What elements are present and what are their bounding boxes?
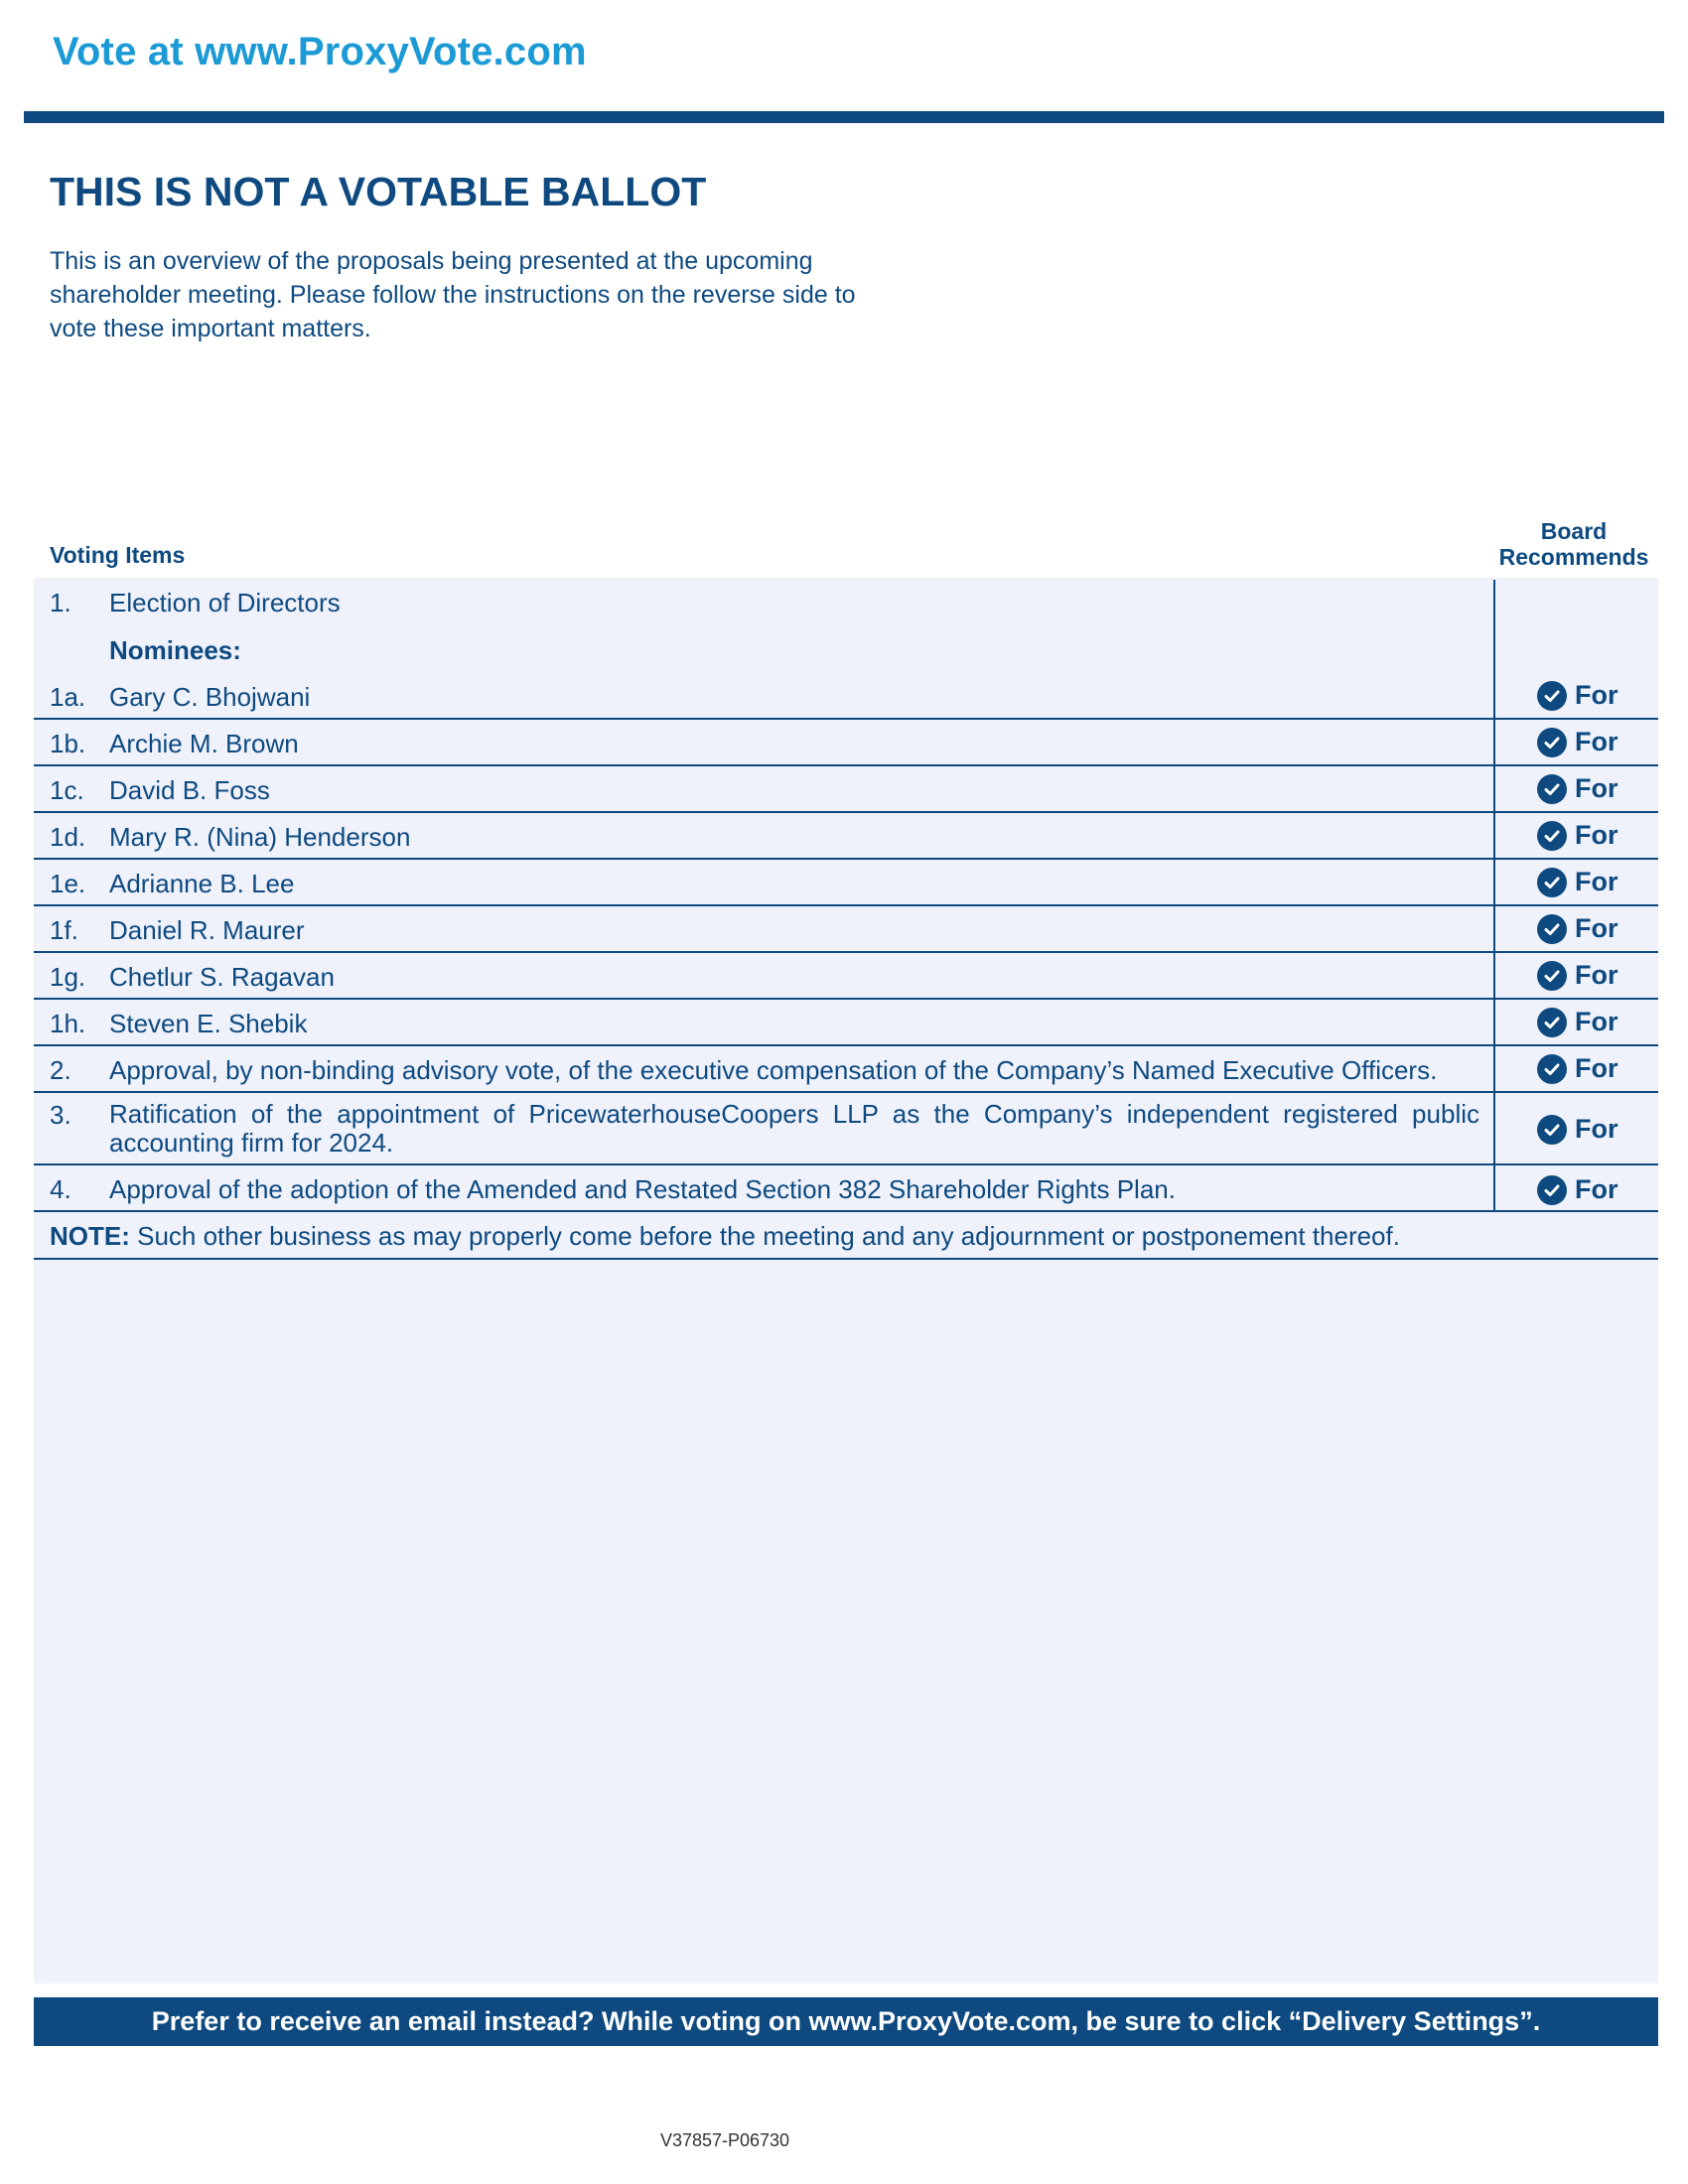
recommendation-label: For bbox=[1575, 727, 1618, 756]
nominee-row-1g bbox=[34, 960, 1658, 1000]
recommendation-label: For bbox=[1575, 1053, 1618, 1083]
item-number: 1a. bbox=[50, 682, 86, 712]
ballot-intro: This is an overview of the proposals being presented at the upcoming shareholder meeting. Please follow the instructions on the reverse side to vote these important matters. bbox=[50, 247, 856, 342]
recommendation-label: For bbox=[1575, 1174, 1618, 1204]
ballot-heading: THIS IS NOT A VOTABLE BALLOT bbox=[50, 169, 707, 214]
nominee-name: Gary C. Bhojwani bbox=[109, 682, 311, 712]
item-number: 1f. bbox=[50, 915, 78, 945]
item-number: 1e. bbox=[50, 869, 86, 898]
column-label-board-recommends bbox=[1489, 518, 1658, 570]
check-circle-icon bbox=[1537, 1008, 1567, 1037]
recommendation-label: For bbox=[1575, 960, 1618, 990]
document-code: V37857-P06730 bbox=[659, 2130, 790, 2150]
nominees-label-row bbox=[34, 635, 1658, 669]
item-text: Election of Directors bbox=[109, 588, 341, 617]
nominee-row-1c bbox=[34, 773, 1658, 813]
check-circle-icon bbox=[1537, 728, 1567, 757]
proxyvote-header-title: Vote at www.ProxyVote.com bbox=[53, 30, 587, 73]
recommendation-label: For bbox=[1575, 773, 1618, 803]
recommendation-label: For bbox=[1575, 913, 1618, 943]
nominee-name: Adrianne B. Lee bbox=[109, 869, 295, 898]
nominee-name: Daniel R. Maurer bbox=[109, 915, 305, 945]
check-circle-icon bbox=[1537, 1115, 1567, 1145]
recommendation-3 bbox=[1537, 1114, 1618, 1145]
check-circle-icon bbox=[1537, 868, 1567, 897]
note-rule bbox=[34, 1258, 1658, 1260]
header-rule bbox=[24, 111, 1664, 123]
board-label-line2: Recommends bbox=[1498, 544, 1649, 570]
recommendation-1c bbox=[1537, 773, 1618, 804]
recommendation-4 bbox=[1537, 1174, 1618, 1205]
email-delivery-text: Prefer to receive an email instead? While voting on www.ProxyVote.com, be sure to click “Delivery Settings”. bbox=[151, 2006, 1541, 2036]
nominee-row-1h bbox=[34, 1007, 1658, 1046]
proposal-row-2 bbox=[34, 1053, 1658, 1093]
nominee-name: Archie M. Brown bbox=[109, 729, 299, 758]
proposal-row-3 bbox=[34, 1100, 1658, 1165]
note bbox=[50, 1221, 1400, 1252]
recommendation-1d bbox=[1537, 820, 1618, 851]
item-number: 3. bbox=[50, 1100, 71, 1130]
item-number: 1b. bbox=[50, 729, 86, 758]
recommendation-label: For bbox=[1575, 1114, 1618, 1144]
check-circle-icon bbox=[1537, 914, 1567, 944]
nominee-row-1d bbox=[34, 820, 1658, 860]
check-circle-icon bbox=[1537, 961, 1567, 991]
item-number: 1. bbox=[50, 588, 71, 617]
email-delivery-banner bbox=[34, 1997, 1658, 2046]
recommendation-1a bbox=[1537, 680, 1618, 711]
nominee-name: Mary R. (Nina) Henderson bbox=[109, 822, 411, 852]
nominee-name: Steven E. Shebik bbox=[109, 1009, 308, 1038]
proposal-text: Ratification of the appointment of PricewaterhouseCoopers LLP as the Company’s independent registered public accounting firm for 2024. bbox=[109, 1099, 1479, 1158]
item-number: 1g. bbox=[50, 962, 86, 992]
item-1-row bbox=[34, 588, 1658, 621]
item-number: 1h. bbox=[50, 1009, 86, 1038]
nominee-name: David B. Foss bbox=[109, 775, 270, 805]
nominee-row-1f bbox=[34, 913, 1658, 953]
recommendation-label: For bbox=[1575, 867, 1618, 896]
board-label-line1: Board bbox=[1540, 518, 1608, 544]
check-circle-icon bbox=[1537, 774, 1567, 804]
item-number: 1d. bbox=[50, 822, 86, 852]
recommendation-1h bbox=[1537, 1007, 1618, 1037]
recommendation-1f bbox=[1537, 913, 1618, 944]
note-label: NOTE: bbox=[50, 1221, 130, 1251]
check-circle-icon bbox=[1537, 1175, 1567, 1205]
proposal-text: Approval, by non-binding advisory vote, of the executive compensation of the Company’s Named Executive Officers. bbox=[109, 1055, 1438, 1085]
column-label-voting-items: Voting Items bbox=[50, 542, 186, 568]
recommendation-1g bbox=[1537, 960, 1618, 991]
nominees-label: Nominees: bbox=[109, 635, 241, 665]
recommendation-2 bbox=[1537, 1053, 1618, 1084]
recommendation-label: For bbox=[1575, 680, 1618, 710]
note-text: Such other business as may properly come before the meeting and any adjournment or postponement thereof. bbox=[129, 1221, 1400, 1251]
recommendation-label: For bbox=[1575, 1007, 1618, 1036]
item-number: 2. bbox=[50, 1055, 71, 1085]
check-circle-icon bbox=[1537, 681, 1567, 711]
nominee-name: Chetlur S. Ragavan bbox=[109, 962, 335, 992]
item-number: 1c. bbox=[50, 775, 84, 805]
recommendation-1b bbox=[1537, 727, 1618, 757]
nominee-row-1b bbox=[34, 727, 1658, 766]
recommendation-1e bbox=[1537, 867, 1618, 897]
check-circle-icon bbox=[1537, 1054, 1567, 1084]
nominee-row-1e bbox=[34, 867, 1658, 906]
recommendation-label: For bbox=[1575, 820, 1618, 850]
nominee-row-1a bbox=[34, 680, 1658, 720]
proposal-text: Approval of the adoption of the Amended and Restated Section 382 Shareholder Rights Plan. bbox=[109, 1174, 1176, 1204]
proposal-row-4 bbox=[34, 1172, 1658, 1212]
item-number: 4. bbox=[50, 1174, 71, 1204]
check-circle-icon bbox=[1537, 821, 1567, 851]
